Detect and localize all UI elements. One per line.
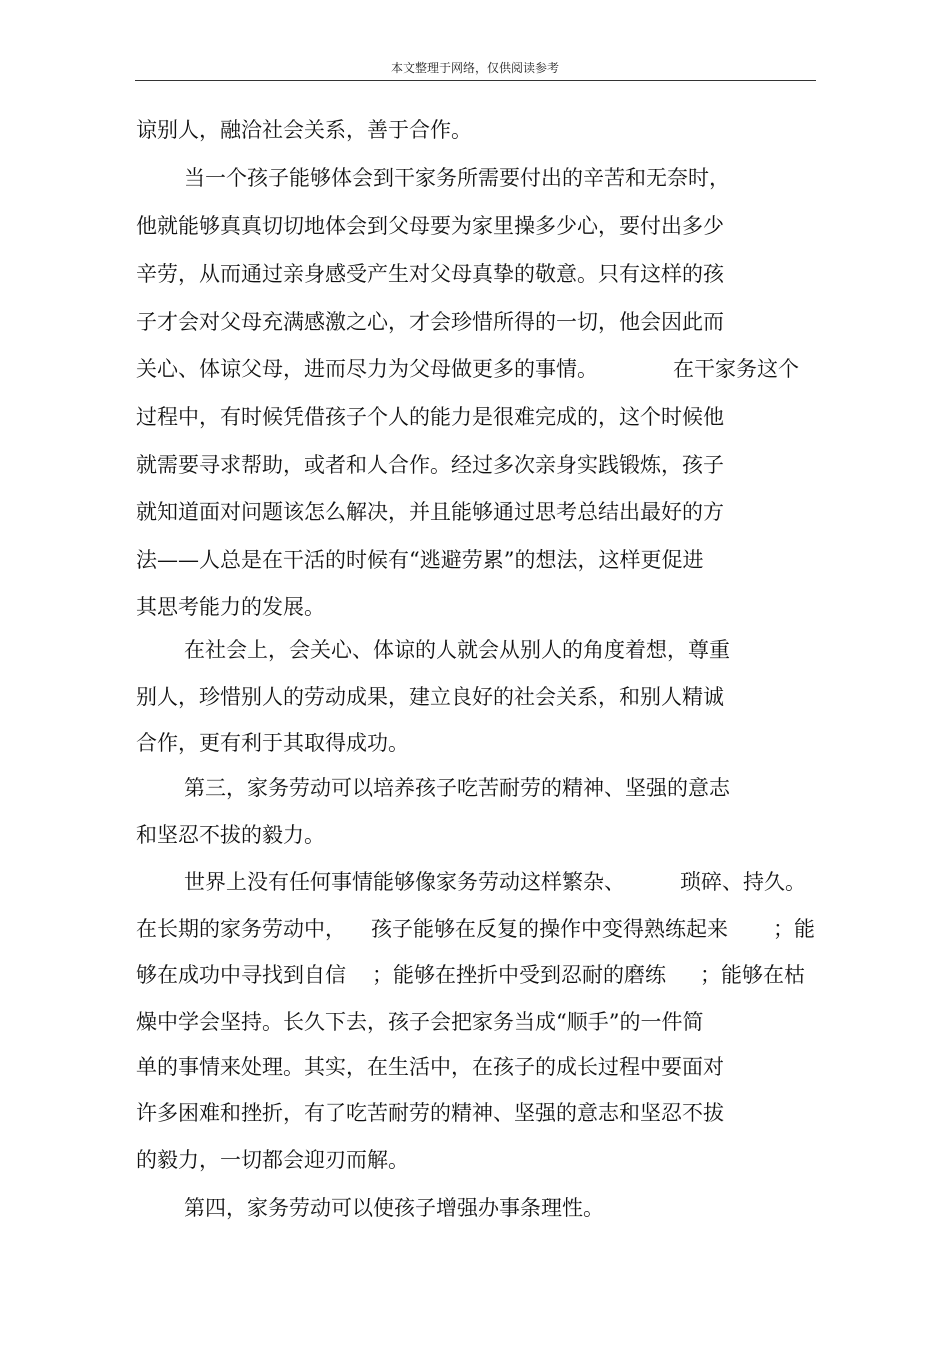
text-line: 第四，家务劳动可以使孩子增强办事条理性。 <box>184 1196 604 1220</box>
text-line: ；能够在挫折中受到忍耐的磨练 <box>372 963 666 987</box>
text-line: 和坚忍不拔的毅力。 <box>136 823 325 847</box>
text-line: 许多困难和挫折，有了吃苦耐劳的精神、坚强的意志和坚忍不拔 <box>136 1101 724 1125</box>
text-line: 的毅力，一切都会迎刃而解。 <box>136 1148 409 1172</box>
text-line: 过程中，有时候凭借孩子个人的能力是很难完成的，这个时候他 <box>136 405 724 429</box>
text-line: 琐碎、持久。 <box>680 870 806 894</box>
text-line: 在干家务这个 <box>673 357 799 381</box>
text-line: 关心、体谅父母，进而尽力为父母做更多的事情。 <box>136 357 598 381</box>
text-line: 合作，更有利于其取得成功。 <box>136 731 409 755</box>
text-line: 世界上没有任何事情能够像家务劳动这样繁杂、 <box>184 870 625 894</box>
text-line: 他就能够真真切切地体会到父母要为家里操多少心，要付出多少 <box>136 214 724 238</box>
header-text: 本文整理于网络，仅供阅读参考 <box>390 61 559 75</box>
text-line: 就需要寻求帮助，或者和人合作。经过多次亲身实践锻炼，孩子 <box>136 453 724 477</box>
text-line: 在社会上，会关心、体谅的人就会从别人的角度着想，尊重 <box>184 638 730 662</box>
text-line: 法——人总是在干活的时候有“逃避劳累”的想法，这样更促进 <box>136 548 704 572</box>
text-line: 谅别人，融洽社会关系，善于合作。 <box>136 118 472 142</box>
text-line: 孩子能够在反复的操作中变得熟练起来 <box>371 917 728 941</box>
text-line: 单的事情来处理。其实，在生活中，在孩子的成长过程中要面对 <box>136 1055 724 1079</box>
text-line: 燥中学会坚持。长久下去，孩子会把家务当成“顺手”的一件简 <box>136 1010 704 1034</box>
text-line: 够在成功中寻找到自信 <box>136 963 346 987</box>
text-line: ；能 <box>773 917 815 941</box>
text-line: 子才会对父母充满感激之心，才会珍惜所得的一切，他会因此而 <box>136 310 724 334</box>
text-line: 当一个孩子能够体会到干家务所需要付出的辛苦和无奈时， <box>184 166 730 190</box>
text-line: 在长期的家务劳动中， <box>136 917 346 941</box>
text-line: 别人，珍惜别人的劳动成果，建立良好的社会关系，和别人精诚 <box>136 685 724 709</box>
text-line: 辛劳，从而通过亲身感受产生对父母真挚的敬意。只有这样的孩 <box>136 262 724 286</box>
text-line: 第三，家务劳动可以培养孩子吃苦耐劳的精神、坚强的意志 <box>184 776 730 800</box>
text-line: 其思考能力的发展。 <box>136 595 325 619</box>
text-line: ；能够在枯 <box>700 963 805 987</box>
header-rule <box>135 80 816 81</box>
text-line: 就知道面对问题该怎么解决，并且能够通过思考总结出最好的方 <box>136 500 724 524</box>
